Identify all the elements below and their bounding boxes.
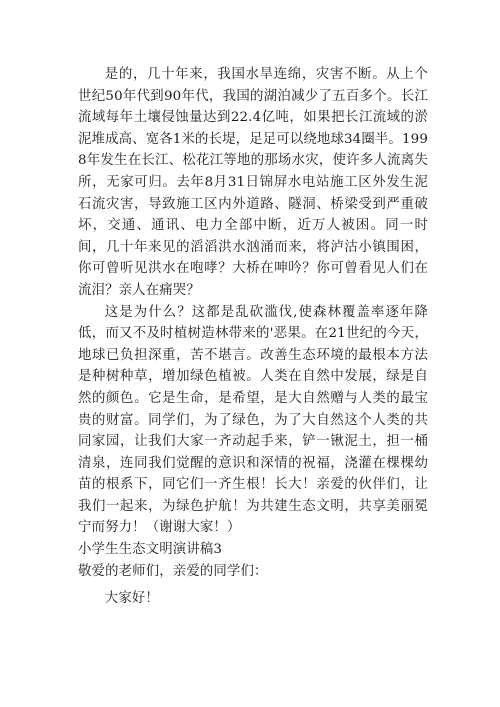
body-paragraph: 是的，几十年来，我国水旱连绵，灾害不断。从上个世纪50年代到90年代，我国的湖泊减少了五百多个。长江流域每年土壤侵蚀量达到22.4亿吨，如果把长江流域的淤泥堆成高、宽各1米的长堤，足足可以绕地球34圈半。1998年发生在长江、松花江等地的那场水灾，使许多人流离失所，无家可归。去年8月31日锦屏水电站施工区外发生泥石流灾害，导致施工区内外道路、隧洞、桥梁受到严重破坏，交通、通讯、电力全部中断，近万人被困。同一时间，几十年来见的滔滔洪水汹涌而来，将泸沽小镇围困，你可曾听见洪水在咆哮？大桥在呻吟？你可曾看见人们在流泪？亲人在痛哭？ bbox=[78, 67, 428, 298]
document-body bbox=[78, 64, 428, 610]
body-paragraph: 这是为什么？这都是乱砍滥伐,使森林覆盖率逐年降低，而又不及时植树造林带来的'恶果。在21世纪的今天，地球已负担深重，苦不堪言。改善生态环境的最根本方法是种树种草，增加绿色植被。人类在自然中发展，绿是自然的颜色。它是生命，是希望，是大自然赠与人类的最宝贵的财富。同学们，为了绿色，为了大自然这个人类的共同家园，让我们大家一齐动起手来，铲一锹泥土，担一桶清泉，连同我们觉醒的意识和深情的祝福，浇灌在棵棵幼苗的根系下，同它们一齐生根！长大！亲爱的伙伴们，让我们一起来，为绿色护航！为共建生态文明，共享美丽冕宁而努力！（谢谢大家！） bbox=[78, 304, 428, 536]
section-title: 小学生生态文明演讲稿3 bbox=[78, 542, 223, 558]
salutation: 敬爱的老师们，亲爱的同学们： bbox=[78, 563, 268, 579]
greeting-line: 大家好！ bbox=[104, 591, 159, 607]
